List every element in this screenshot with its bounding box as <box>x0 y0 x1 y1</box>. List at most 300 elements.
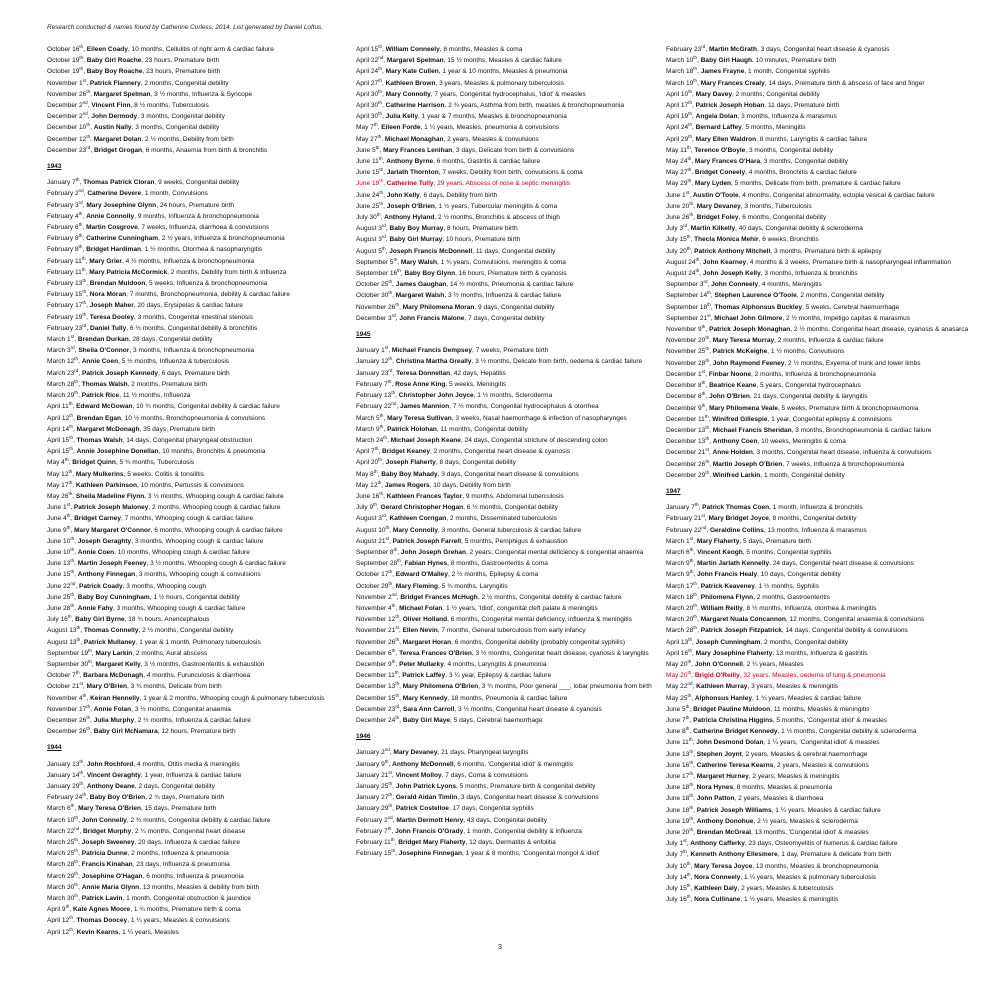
record-entry: November 21st, Ellen Nevin, 7 months, General tuberculosis from early infancy <box>356 625 586 635</box>
entry-date: December 6 <box>356 649 392 657</box>
entry-details: , 2 ½ months, Congenital debility & cardiac failure <box>477 593 622 601</box>
entry-name: Sara Ann Carroll <box>402 705 455 713</box>
entry-name: William Reilly <box>700 604 743 612</box>
entry-date-suffix: th <box>705 458 710 464</box>
entry-date-suffix: th <box>68 479 73 485</box>
entry-date: August 3 <box>356 515 382 523</box>
entry-name: Brendan Egan <box>76 414 121 422</box>
entry-name: Kathleen Frances Taylor <box>386 492 463 500</box>
entry-date: October 16 <box>47 46 80 53</box>
entry-date: July 15 <box>666 885 687 893</box>
entry-date: January 13 <box>47 760 80 768</box>
entry-date-suffix: th <box>689 200 694 206</box>
record-entry: November 12th, Oliver Holland, 6 months, Congenital mental deficiency, influenza & meningitis <box>356 613 632 624</box>
entry-details: , 1 year & 2 months, Whooping cough & pulmonary tuberculosis <box>139 694 325 702</box>
entry-date-suffix: th <box>78 210 83 216</box>
entry-date: December 15 <box>356 694 396 702</box>
entry-name: Eileen Forde <box>381 124 421 132</box>
entry-details: , 3 ½ months, Influenza & cardiac failure <box>444 292 562 300</box>
entry-details: , 11 months, Congenital debility <box>436 425 528 433</box>
entry-details: , 7 months, General tuberculosis from early infancy <box>437 627 586 635</box>
entry-details: , 5 months, Congenital syphilis <box>742 548 832 556</box>
entry-date: November 17 <box>47 705 87 713</box>
entry-date-suffix: nd <box>74 825 80 831</box>
entry-date-suffix: th <box>69 445 73 451</box>
entry-date: March 28 <box>47 861 75 869</box>
entry-date: March 29 <box>47 872 75 880</box>
entry-date: February 8 <box>47 235 79 243</box>
record-entry: February 22nd, Geraldine Collins, 13 months, Influenza & marasmus <box>666 524 867 534</box>
entry-name: Gerald Aidan Timlin <box>395 794 458 802</box>
entry-date: April 15 <box>356 46 379 53</box>
entry-date: July 30 <box>356 214 377 222</box>
entry-date: May 12 <box>356 481 378 489</box>
entry-details: , 1 year & 8 months, 'Congenital mongol & idiot' <box>462 850 600 858</box>
entry-details: , 6 months, Congenital mental deficiency, influenza & meningitis <box>447 616 632 624</box>
entry-date: October 19 <box>47 68 80 76</box>
entry-date-suffix: th <box>686 234 691 240</box>
record-entry: January 23rd, Teresa Donnellan, 42 days, Hepatitis <box>356 367 506 377</box>
entry-details: , 2 days, Congenital debility <box>134 783 215 790</box>
entry-date: June 4 <box>47 515 67 523</box>
page-header: Research conducted & names found by Catherine Corless, 2014. List generated by Daniel Loftus. <box>47 24 324 31</box>
entry-name: John Raymond Feeney <box>712 359 785 367</box>
entry-date: February 4 <box>47 212 79 220</box>
record-entry: March 9th, Patrick Holohan, 11 months, Congenital debility <box>356 423 528 433</box>
record-entry: June 19th, Catherine Tully, 29 years, Abscess of nose & septic meningitis <box>356 178 570 188</box>
record-entry: June 9th, Mary Margaret O'Connor, 6 months, Whooping cough & cardiac failure <box>47 524 283 534</box>
entry-name: Edward McGowan <box>76 403 133 411</box>
entry-name: Martin Dermott Henry <box>396 816 464 824</box>
entry-details: , 9 months, Abdominal tuberculosis <box>462 492 564 500</box>
entry-date: March 22 <box>47 827 75 835</box>
entry-date-suffix: th <box>67 613 72 619</box>
entry-date: May 29 <box>666 180 688 188</box>
entry-date-suffix: th <box>391 602 396 608</box>
entry-details: , 5 weeks, Meningitis <box>445 380 507 388</box>
record-entry: October 25th, James Gaughan, 14 ½ months, Pneumonia & cardiac failure <box>356 279 574 289</box>
entry-name: Baby Boy O'Brien <box>89 794 146 802</box>
entry-date-suffix: th <box>381 245 386 251</box>
entry-name: Thomas Patrick Cloran <box>83 179 155 187</box>
record-entry: November 26th, Margaret Spelman, 3 ½ months, Influenza & Syncope <box>47 88 253 98</box>
entry-date: August 21 <box>356 537 386 545</box>
record-entry: July 14th, Nora Conneely, 1 ¼ years, Measles & pulmonary tuberculosis <box>666 871 877 881</box>
record-entry: December 8th, Beatrice Keane, 5 years, Congenital hydrocephalus <box>666 379 861 390</box>
entry-name: William Conneely <box>385 46 440 53</box>
entry-date: March 18 <box>666 68 694 76</box>
entry-date-suffix: nd <box>78 188 84 194</box>
entry-name: Bridget Murphy <box>82 827 132 835</box>
entry-date-suffix: th <box>78 233 83 239</box>
entry-name: Francis Kinahan <box>81 861 133 869</box>
entry-name: Thecla Monica Mehir <box>694 236 759 244</box>
entry-details: , 29 years, Abscess of nose & septic meningitis <box>433 180 570 188</box>
entry-date: May 20 <box>666 672 688 680</box>
entry-details: , 8 months, Gastroenteritis & coma <box>447 560 548 568</box>
record-entry: August 3rd, Kathleen Corrigan, 2 months, Disseminated tuberculosis <box>356 513 557 523</box>
entry-date: December 23 <box>47 146 87 154</box>
column-2 <box>356 44 659 859</box>
record-entry: June 4th, Bridget Carney, 7 months, Whooping cough & cardiac failure <box>47 513 254 523</box>
entry-details: , 5 months, Meningitis <box>741 124 806 132</box>
record-entry: June 25th, Baby Boy Cunningham, 1 ½ hours, Congenital debility <box>47 591 240 601</box>
entry-date-suffix: th <box>379 178 384 184</box>
entry-date: December 26 <box>666 460 706 468</box>
entry-details: , 5 months, Delicate from birth, premature & cardiac failure <box>731 180 901 188</box>
entry-details: , 1 ¼ years, 'Congenital idiot' & measles <box>763 739 880 747</box>
entry-date-suffix: th <box>69 412 73 418</box>
entry-date-suffix: th <box>689 782 694 788</box>
record-entry: October 30th, Margaret Walsh, 3 ½ months, Influenza & cardiac failure <box>356 290 562 300</box>
entry-date: April 30 <box>356 102 379 110</box>
record-entry: May 20th, Brigid O'Reilly, 32 years, Measles, oedema of lung & pneumonia <box>666 670 886 680</box>
entry-date: December 2 <box>47 102 83 110</box>
entry-date: December 11 <box>666 415 705 423</box>
record-entry: February 11th, Bridget Mary Flaherty, 12 days, Dermatitis & enfolitia <box>356 836 556 847</box>
entry-details: , 3 months, General tuberculosis & cardiac failure <box>438 526 582 534</box>
entry-date-suffix: rd <box>82 322 87 328</box>
entry-name: John Patton <box>696 795 735 803</box>
entry-date-suffix: rd <box>388 367 393 373</box>
entry-name: Nora Cullinane <box>694 896 741 904</box>
entry-date: February 2 <box>47 190 79 198</box>
entry-details: , 23 days, Influenza & pneumonia <box>132 861 230 869</box>
record-entry: April 30th, Julia Kelly, 1 year & 7 months, Measles & bronchopneumonia <box>356 111 567 121</box>
record-entry: December 26th, Martin Joseph O'Brien, 7 weeks, Influenza & bronchopneumonia <box>666 458 905 468</box>
record-entry: August 24th, John Joseph Kelly, 3 months, Influenza & bronchitis <box>666 267 858 278</box>
entry-details: , 2 ¼ years, Measles <box>743 660 804 668</box>
entry-date-suffix: rd <box>381 513 386 519</box>
entry-details: , 2 months, Influenza & bronchopneumonia <box>751 370 876 378</box>
entry-details: , 1 month, Congenital debility <box>760 471 845 479</box>
entry-date-suffix: th <box>74 859 79 865</box>
entry-date: August 3 <box>356 225 382 233</box>
record-entry: November 1st, Patrick Flannery, 2 months, Congenital debility <box>47 77 229 87</box>
entry-date-suffix: th <box>76 625 81 631</box>
record-entry: June 1st, Austin O'Toole, 4 months, Congenital abnormality, ectopia vesical & cardiac failure <box>666 189 935 199</box>
entry-date: November 26 <box>47 90 87 98</box>
entry-date: September 8 <box>356 548 394 556</box>
entry-name: Michael Folan <box>399 604 443 612</box>
entry-date: March 9 <box>356 425 380 433</box>
entry-date: February 11 <box>356 839 391 847</box>
entry-name: John Francis O'Grady <box>395 827 464 835</box>
entry-date-suffix: th <box>64 457 69 463</box>
entry-name: Stephen Joynt <box>696 750 742 758</box>
record-entry: December 24th, Baby Girl Maye, 5 days, Cerebral haemorrhage <box>356 714 543 724</box>
record-entry: March 24th, Michael Joseph Keane, 24 days, Congenital stricture of descending colon <box>356 434 608 444</box>
record-entry: September 21st, Michael John Gilmore, 2 ½ months, Impetigo capitas & marasmus <box>666 312 911 322</box>
entry-date-suffix: th <box>689 211 694 217</box>
entry-date-suffix: st <box>689 535 694 541</box>
entry-date: August 13 <box>47 638 77 646</box>
entry-name: Philomena Flynn <box>700 593 754 601</box>
entry-date-suffix: th <box>373 501 377 507</box>
entry-date: October 29 <box>356 582 389 590</box>
entry-name: Margaret Spelman <box>93 90 151 98</box>
entry-date-suffix: th <box>687 155 692 161</box>
record-entry: June 18th, Patrick Joseph Williams, 1 ¼ years, Measles & cardiac failure <box>666 804 881 814</box>
record-entry: September 28th, Fabian Hynes, 8 months, Gastroenteritis & coma <box>356 557 548 568</box>
entry-details: , 42 days, Hepatitis <box>450 369 506 377</box>
entry-details: , 8 months, Measles & coma <box>439 46 523 53</box>
entry-details: , 10 months, Pertussis & convulsions <box>137 481 244 489</box>
entry-name: Baby Boy Murray <box>389 225 444 233</box>
entry-date-suffix: th <box>695 256 700 262</box>
record-entry: March 9th, John Francis Healy, 10 days, Congenital debility <box>666 569 841 579</box>
entry-name: Bridget Frances McHugh <box>400 593 478 601</box>
entry-date-suffix: th <box>688 99 692 105</box>
entry-name: Baby Girl McNamara <box>93 728 158 736</box>
entry-date-suffix: th <box>75 177 80 183</box>
entry-details: , 10 days, Debility from birth <box>429 481 511 489</box>
entry-date-suffix: th <box>379 423 384 429</box>
record-entry: June 10th, Annie Coen, 10 months, Whooping cough & cardiac failure <box>47 546 250 556</box>
entry-date-suffix: th <box>687 178 692 184</box>
entry-name: Patrick Laffey <box>402 672 446 680</box>
entry-details: , 24 days, Congenital heart disease & convulsions <box>769 560 914 568</box>
entry-details: , 4 months, Furunculosis & diarrhoea <box>143 672 251 680</box>
entry-name: Oliver Holland <box>402 616 448 624</box>
entry-name: Michael John Gilmore <box>714 314 783 322</box>
record-entry: March 25th, Patricia Dunne, 2 months, Influenza & pneumonia <box>47 848 229 858</box>
record-entry: August 24th, John Kearney, 4 months & 3 weeks, Premature birth & nasopharyngeal inflammation <box>666 256 952 266</box>
record-entry: November 25th, Patrick McKeighe, 1 ½ months, Convulsions <box>666 346 845 356</box>
entry-name: Angela Dolan <box>695 113 738 121</box>
entry-details: , 1 ½ years, Tubercular meningitis & coma <box>434 202 558 210</box>
entry-date-suffix: th <box>78 244 83 250</box>
entry-date: March 1 <box>47 336 71 344</box>
entry-date-suffix: rd <box>74 367 79 373</box>
entry-date-suffix: th <box>70 535 75 541</box>
entry-name: Peter Mullarky <box>399 660 444 668</box>
entry-date: June 18 <box>666 795 690 803</box>
entry-name: Martin Cosgrove <box>86 224 138 232</box>
record-entry: December 10th, Austin Nally, 3 months, Congenital debility <box>47 122 220 132</box>
entry-details: , 1 ¼ years, Measles & convulsions <box>127 917 230 925</box>
entry-name: Baby Boy Roache <box>86 68 143 76</box>
entry-date-suffix: th <box>693 66 698 72</box>
entry-date-suffix: th <box>88 658 92 664</box>
record-entry: March 10th, Baby Girl Haugh, 10 minutes, Premature birth <box>666 55 837 65</box>
entry-name: Patrick Costelloe <box>395 805 449 813</box>
entry-name: Patrick Keaveney <box>700 582 755 590</box>
entry-name: Mary Josephine Glynn <box>86 201 157 209</box>
entry-date-suffix: th <box>688 122 692 128</box>
entry-name: Anthony Coen <box>712 438 758 446</box>
entry-name: Christopher John Joyce <box>398 392 474 400</box>
entry-name: Alphonsus Hanley <box>694 694 753 702</box>
record-entry: May 27th, Bridget Coneely, 4 months, Bronchitis & cardiac failure <box>666 167 857 177</box>
entry-date-suffix: rd <box>70 345 75 351</box>
entry-details: , 5 years, Congenital hydrocephalus <box>756 382 861 390</box>
entry-details: , 1 month, Influenza & bronchitis <box>769 504 863 512</box>
entry-details: , 8 ½ months, Influenza, otorrhea & meningitis <box>742 604 877 612</box>
entry-date: May 12 <box>47 470 69 478</box>
entry-date-suffix: th <box>383 434 388 440</box>
record-entry: March 30th, Patrick Lavin, 1 month, Congenital obstruction & jaundice <box>47 892 251 903</box>
entry-date-suffix: th <box>378 77 382 83</box>
entry-date: April 14 <box>47 425 70 433</box>
entry-date: March 29 <box>47 392 75 400</box>
entry-date: December 23 <box>356 705 396 713</box>
record-entry: December 23rd, Sara Ann Carroll, 3 ½ months, Congenital heart disease & cyanosis <box>356 703 602 713</box>
entry-date: April 10 <box>666 90 689 98</box>
entry-name: Joseph Francis McDonnell <box>389 247 473 255</box>
entry-date: October 17 <box>356 571 389 579</box>
entry-name: Patricia Christina Higgins <box>693 716 773 724</box>
entry-name: Mary Devaney <box>393 749 438 757</box>
entry-date-suffix: th <box>395 681 400 687</box>
entry-date-suffix: th <box>375 144 380 150</box>
entry-name: Michael Francis Dempsey <box>391 347 472 355</box>
entry-details: , 4 months, Otitis media & meningitis <box>133 760 240 768</box>
entry-date-suffix: th <box>79 55 84 61</box>
record-entry: April 24th, Bernard Laffey, 5 months, Meningitis <box>666 122 806 132</box>
entry-date-suffix: th <box>395 613 400 619</box>
entry-details: , 3 months, Tuberculosis <box>740 202 812 210</box>
entry-details: , 6 ½ months, Congenital debility <box>463 504 559 512</box>
entry-date: November 21 <box>356 627 396 635</box>
entry-date: April 24 <box>666 124 689 132</box>
entry-date-suffix: th <box>379 200 384 206</box>
record-entry: April 24th, Mary Kate Cullen, 1 year & 10 months, Measles & pneumonia <box>356 66 568 76</box>
entry-name: Sheila Madeline Flynn <box>75 492 145 500</box>
entry-details: , 2 ½ months, Epilepsy & coma <box>447 571 539 579</box>
entry-details: , 2 months, Congenital debility <box>796 292 885 300</box>
entry-name: Patrick Joseph Williams <box>696 806 772 814</box>
entry-date-suffix: th <box>82 289 87 295</box>
entry-name: Baby Girl Murray <box>389 236 443 244</box>
entry-details: , 3 ½ months, Whooping cough & cardiac failure <box>146 560 286 568</box>
entry-date-suffix: th <box>388 279 393 285</box>
entry-details: , 6 months, 'Congenital idiot' & meningitis <box>453 760 573 768</box>
entry-date-suffix: st <box>388 769 392 775</box>
entry-name: Mary Connolly <box>385 90 431 98</box>
entry-details: , 14 days, Congenital debility & convulsions <box>781 627 908 635</box>
entry-name: Patrick Holohan <box>387 425 437 433</box>
entry-date: November 1 <box>47 79 83 87</box>
entry-name: Baby Girl Roache <box>86 57 142 65</box>
entry-details: , 7 weeks, Debility from birth, convulsions & coma <box>438 169 583 177</box>
record-entry: June 7th, Patricia Christina Higgins, 5 months, 'Congenital idiot' & measles <box>666 714 887 724</box>
entry-date-suffix: th <box>707 301 711 307</box>
entry-details: , 2 years, Measles & meningitis <box>748 773 840 780</box>
entry-details: , 2 ½ months, Impetigo capitas & marasmus <box>782 314 911 322</box>
entry-name: Mary Lyden <box>694 180 732 188</box>
entry-date-suffix: th <box>379 490 384 496</box>
entry-date-suffix: th <box>686 894 691 900</box>
entry-details: , 8 months, Laryngitis & cardiac failure <box>756 135 868 143</box>
entry-date: February 23 <box>47 324 83 332</box>
entry-name: Annie Coen <box>81 358 119 366</box>
record-entry: October 17th, Edward O'Malley, 2 ½ months, Epilepsy & coma <box>356 569 539 579</box>
entry-date-suffix: th <box>378 155 383 161</box>
entry-date: March 17 <box>666 582 694 590</box>
entry-date: May 20 <box>666 660 688 668</box>
entry-date-suffix: th <box>377 133 382 139</box>
entry-name: Kathleen Daly <box>694 885 738 893</box>
entry-date: June 1 <box>666 191 686 199</box>
entry-details: , 6 days, Debility from birth <box>419 191 498 199</box>
record-entry: March 5th, Mary Teresa Sullivan, 3 weeks, Nasal haemorrhage & infection of nasopharynges <box>356 412 627 422</box>
entry-date: January 27 <box>356 794 389 802</box>
entry-date-suffix: th <box>693 602 698 608</box>
entry-date-suffix: th <box>74 881 79 887</box>
record-entry: May 24th, Mary Frances O'Hara, 3 months, Congenital debility <box>666 155 848 166</box>
entry-date-suffix: th <box>74 892 79 898</box>
entry-details: , 5 days, Premature birth <box>739 537 812 545</box>
record-entry: December 15th, Mary Kennedy, 18 months, Pneumonia & cardiac failure <box>356 692 568 702</box>
entry-details: , 2 years, Measles & convulsions <box>773 761 869 769</box>
entry-date-suffix: th <box>66 513 71 519</box>
record-entry: November 9th, Patrick Joseph Monaghan, 2 ½ months, Congenital heart disease, cyanosis & anasarca <box>666 323 969 334</box>
entry-date-suffix: th <box>378 111 382 117</box>
entry-date: March 9 <box>666 571 690 579</box>
entry-date: December 9 <box>666 404 702 412</box>
entry-name: Baby Boy Glynn <box>404 270 456 278</box>
entry-date: May 4 <box>47 459 65 467</box>
record-entry: June 11th, Anthony Byrne, 6 months, Gastritis & cardiac failure <box>356 155 541 166</box>
record-entry: October 19th, Baby Girl Roache, 23 hours, Premature birth <box>47 55 220 65</box>
entry-details: , 6 months, Influenza & pneumonia <box>142 872 244 880</box>
entry-details: , 7 weeks, Influenza & bronchopneumonia <box>782 460 905 468</box>
record-entry: October 29th, Mary Fleming, 5 ¾ months, Laryngitis <box>356 580 508 590</box>
entry-date-suffix: th <box>397 267 401 273</box>
entry-date: June 9 <box>47 526 67 534</box>
entry-details: , 18 ¾ hours, Anencephalous <box>124 616 210 624</box>
entry-date-suffix: th <box>74 870 79 876</box>
entry-date: July 9 <box>356 504 374 512</box>
entry-name: Finbar Noone <box>708 370 752 378</box>
entry-date: June 1 <box>47 504 67 512</box>
entry-date: December 9 <box>356 660 392 668</box>
entry-details: , 7 months, Bronchopneumonia, debility & cardiac failure <box>126 291 290 299</box>
entry-name: Kathleen Parkinson <box>75 481 138 489</box>
entry-details: , 2 ½ months, Exyema of trunk and lower limbs <box>784 359 921 367</box>
entry-details: , 4 months, Bronchitis & cardiac failure <box>745 169 857 177</box>
entry-date-suffix: th <box>693 77 698 83</box>
entry-name: Mary Teresa Joyce <box>694 862 753 870</box>
entry-date: March 30 <box>47 883 75 891</box>
entry-details: , 9 days, Congenital debility <box>474 303 555 311</box>
entry-details: , 2 ½ months, Debility from birth <box>141 135 234 143</box>
record-entry: March 22nd, Bridget Murphy, 2 ¼ months, Congenital heart disease <box>47 825 246 835</box>
entry-name: Mary Philomena O'Brien <box>402 683 479 691</box>
entry-date-suffix: nd <box>391 401 397 407</box>
entry-details: , 12 hours, Premature birth <box>157 728 236 736</box>
entry-date: February 23 <box>666 46 702 53</box>
entry-name: Joseph O'Brien <box>386 202 435 210</box>
entry-date-suffix: th <box>686 871 691 877</box>
entry-name: Catherine Devere <box>87 190 142 198</box>
entry-date: March 12 <box>47 358 75 366</box>
record-entry: March 29th, Patrick Rice, 11 ½ months, Influenza <box>47 389 191 400</box>
entry-details: , 4 months, Meningitis <box>758 281 822 289</box>
entry-details: , 1 year & 1 month, Pulmonary tuberculosis <box>135 638 261 646</box>
entry-details: , 2 ½ months, Congenital debility <box>138 627 234 635</box>
record-entry: June 26th, Bridget Foley, 6 months, Congenital debility <box>666 211 827 222</box>
entry-name: Teresa Donnellan <box>396 369 451 377</box>
entry-details: , 1 year & 7 months, Measles & bronchopneumonia <box>418 113 567 121</box>
entry-date: August 13 <box>47 627 77 635</box>
entry-details: , 2 months, Whooping cough & cardiac failure <box>148 504 281 512</box>
record-entry: June 10th, Joseph Geraghty, 3 months, Whooping cough & cardiac failure <box>47 535 264 545</box>
entry-date-suffix: th <box>379 167 384 173</box>
entry-name: Catherine Cunningham <box>86 235 159 243</box>
entry-name: Patricia Dunne <box>81 850 128 858</box>
